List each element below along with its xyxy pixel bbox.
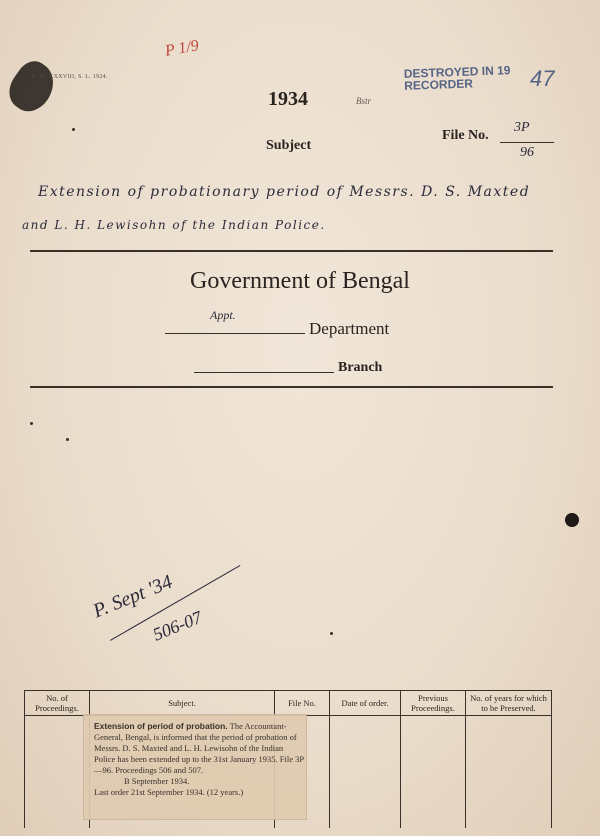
branch-label: Branch	[338, 360, 383, 375]
header-file-no: File No.	[275, 691, 330, 716]
ink-dot	[565, 513, 579, 527]
file-number-bottom: 96	[520, 145, 534, 160]
department-label: Department	[309, 319, 390, 338]
speck	[330, 632, 333, 635]
speck	[66, 438, 69, 441]
bottom-rule	[30, 386, 553, 388]
year-note: Bstr	[356, 96, 372, 106]
file-number-divider	[500, 142, 554, 143]
stamp-line1: DESTROYED IN 19	[403, 63, 511, 81]
register-header-row	[25, 691, 552, 716]
ink-blot	[1, 55, 62, 119]
clipping-heading: Extension of period of probation.	[94, 721, 228, 731]
header-date-of-order: Date of order.	[330, 691, 401, 716]
speck	[72, 128, 75, 131]
stamp-line2: RECORDER	[403, 76, 474, 93]
branch-blank-line	[194, 372, 334, 373]
clipping-date: B September 1934.	[124, 776, 190, 786]
file-number-top: 3P	[514, 120, 530, 135]
subject-label: Subject	[266, 138, 312, 153]
clipping-text	[94, 721, 306, 798]
signature-line2: 506-07	[150, 606, 205, 645]
clipping-body: The Accountant-General, Bengal, is informed that the period of probation of Messrs. D. S. Maxted and L. H. Lewisohn of the Indian Police has been extended up to the 31st January 1935. File 3P—96. Proceedings 506 and 507.	[94, 721, 305, 775]
speck	[30, 422, 33, 425]
header-subject: Subject.	[90, 691, 275, 716]
header-previous-proceedings: Previous Proceedings.	[401, 691, 466, 716]
clipping-last-order: Last order 21st September 1934. (12 years.)	[94, 787, 244, 797]
form-number: F. 10. XXXVIII, S. L. 1924.	[32, 74, 108, 80]
header-years-preserved: No. of years for which to be Preserved.	[466, 691, 552, 716]
signature-line1: P. Sept '34	[90, 570, 176, 623]
year-printed: 1934	[268, 88, 308, 110]
file-number-label: File No.	[442, 128, 489, 143]
destroyed-stamp	[404, 64, 511, 92]
red-pencil-mark: P 1/9	[163, 37, 201, 60]
stamp-year: 47	[530, 66, 555, 91]
department-handwritten: Appt.	[210, 308, 236, 322]
header-no-of-proceedings: No. of Proceedings.	[25, 691, 90, 716]
top-rule	[30, 250, 553, 252]
government-title: Government of Bengal	[190, 268, 410, 294]
department-blank-line	[165, 333, 305, 334]
subject-handwritten-line1: Extension of probationary period of Messrs. D. S. Maxted	[38, 184, 531, 200]
subject-handwritten-line2: and L. H. Lewisohn of the Indian Police.	[22, 218, 326, 232]
